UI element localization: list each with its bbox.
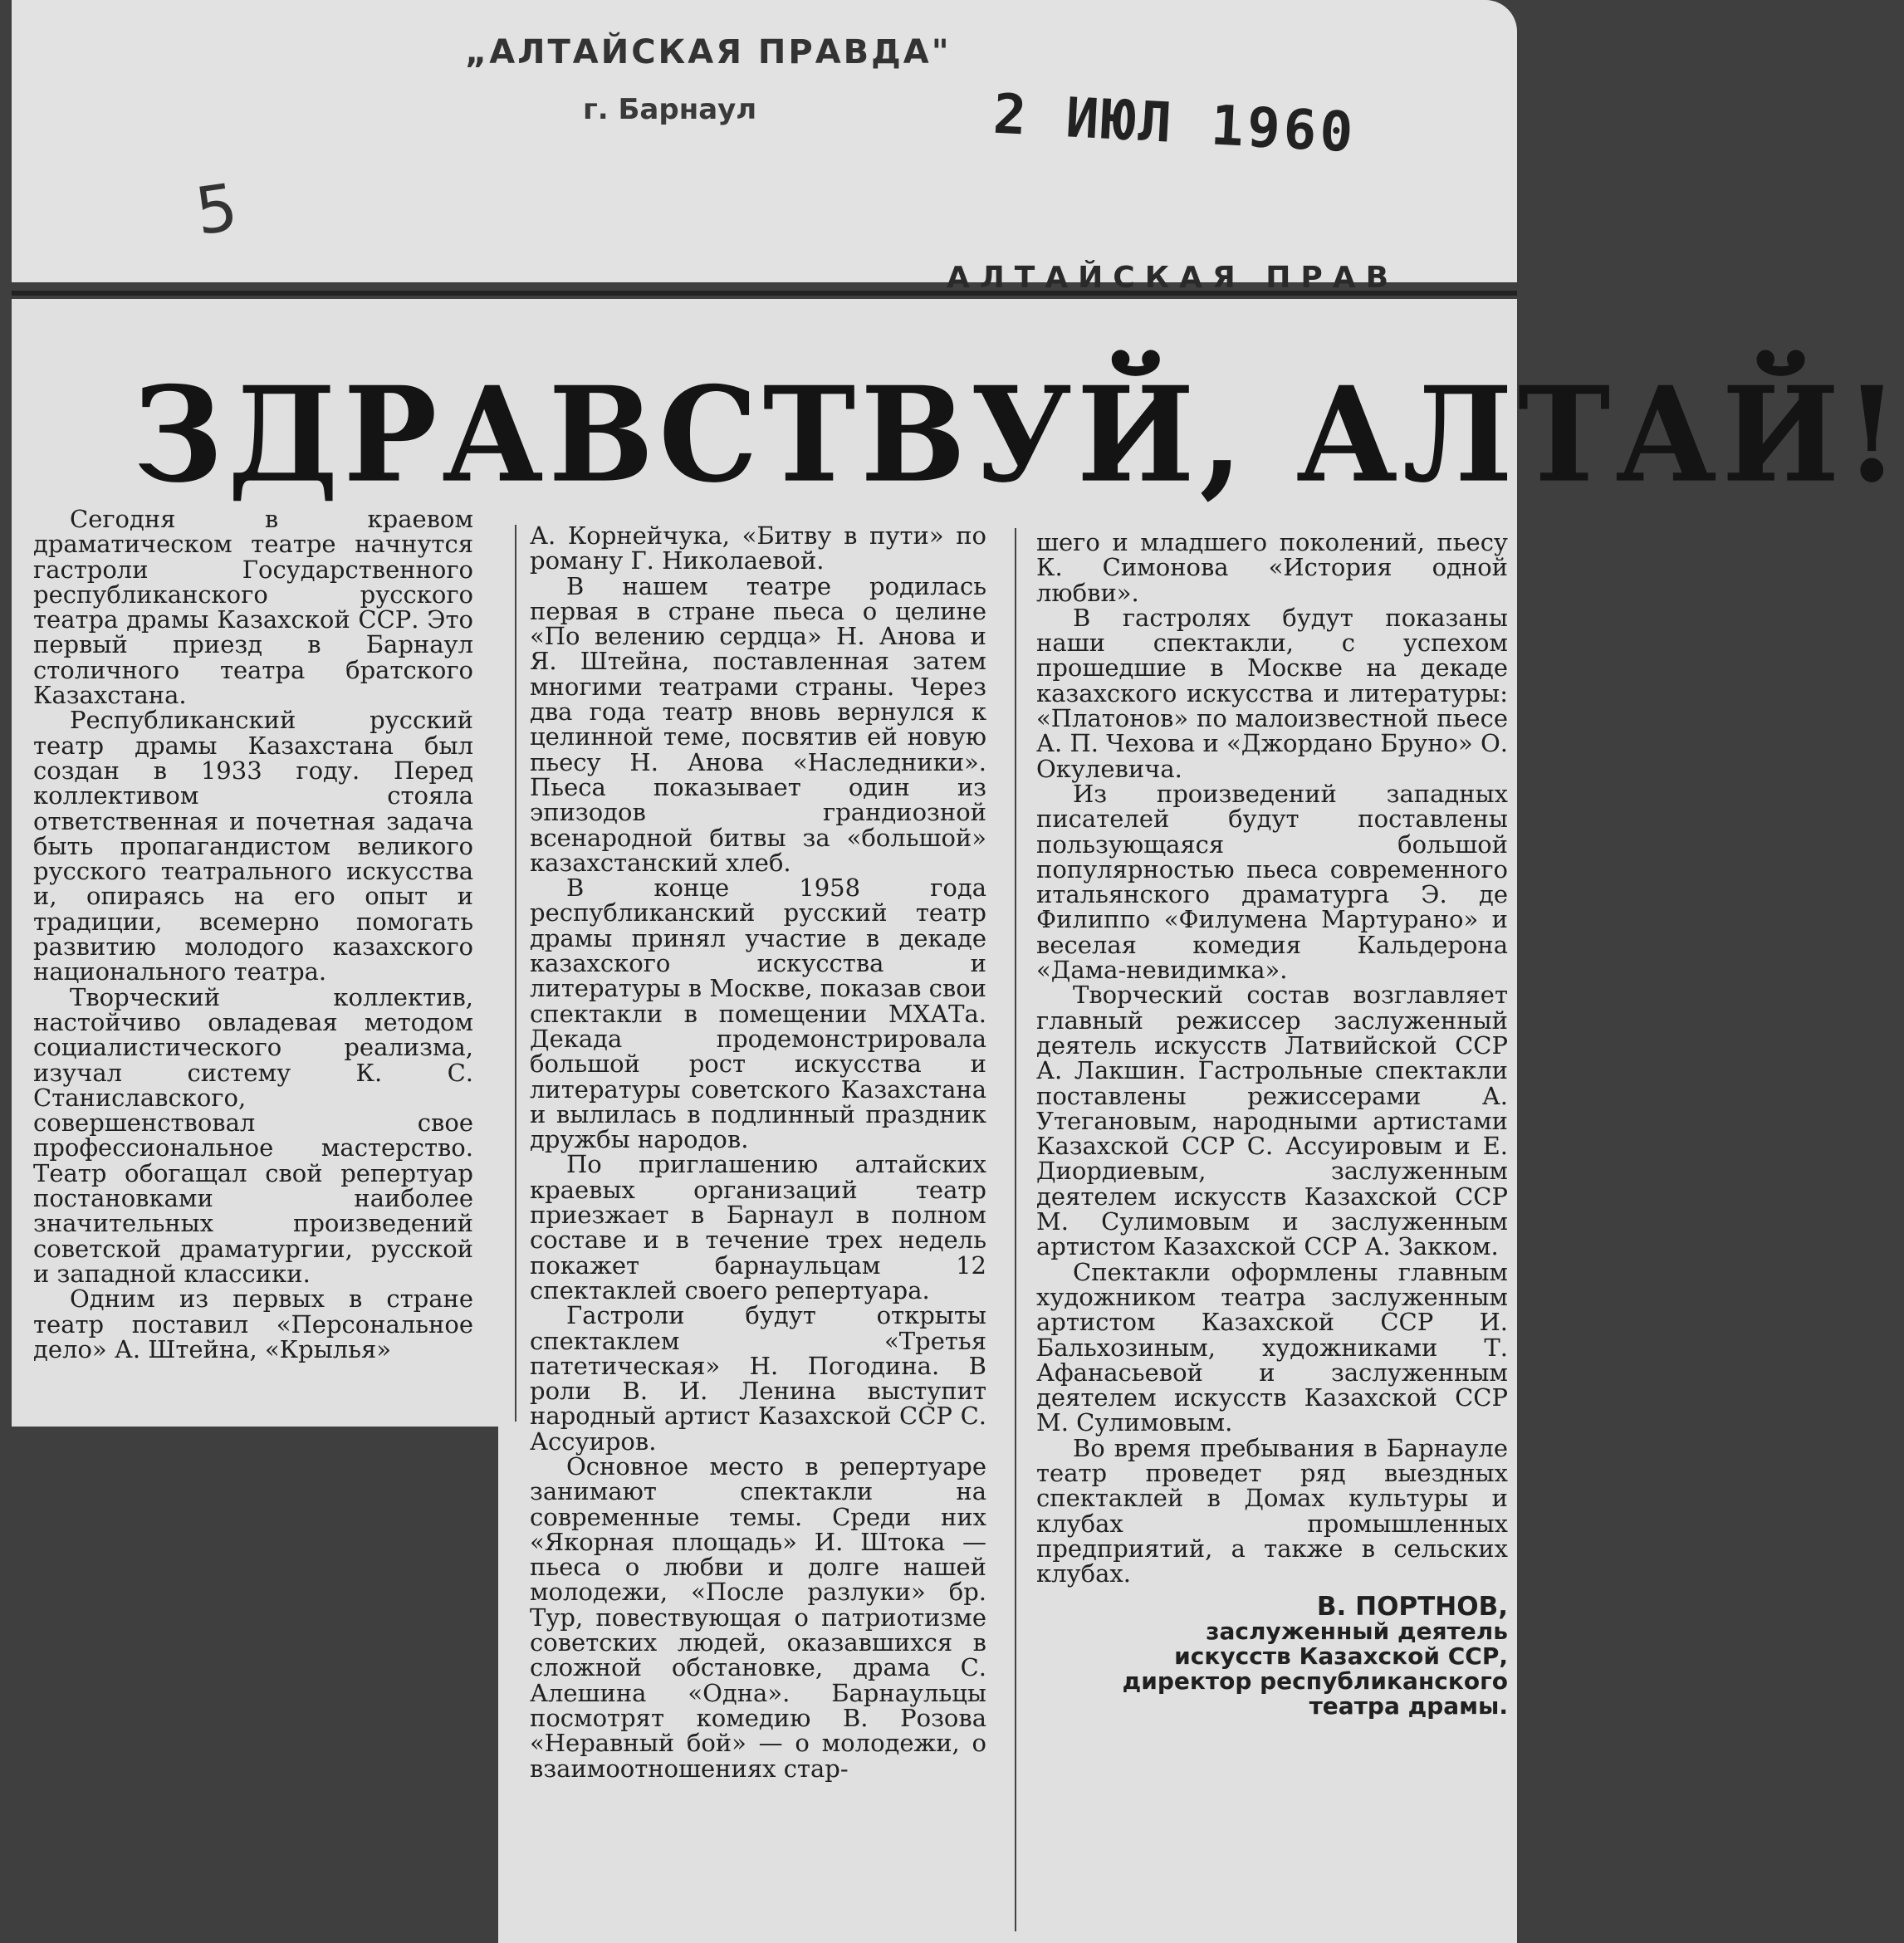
article-column-3 — [1036, 530, 1508, 1719]
paragraph: Из произведений западных писателей будут поставлены пользующаяся большой популярностью пьеса современного итальянского драматурга Э. де Филиппо «Филумена Мартурано» и веселая комедия Кальдерона «Дама-невидимка». — [1036, 779, 1508, 985]
paragraph: А. Корнейчука, «Битву в пути» по роману Г. Николаевой. — [530, 521, 986, 575]
article-headline: ЗДРАВСТВУЙ, АЛТАЙ! — [133, 358, 1904, 512]
paragraph: Спектакли оформлены главным художником театра заслуженным артистом Казахской ССР И. Бальхозиным, художниками Т. Афанасьевой и заслуженным деятелем искусств Казахской ССР М. Сулимовым. — [1036, 1257, 1508, 1437]
paragraph: Основное место в репертуаре занимают спектакли на современные темы. Среди них «Якорная площадь» И. Штока — пьеса о любви и долге нашей молодежи, «После разлуки» бр. Тур, повествующая о патриотизме советских людей, оказавшихся в сложной обстановке, драма С. Алешина «Одна». Барнаульцы посмотрят комедию В. Розова «Неравный бой» — о молодежи, о взаимоотношениях стар- — [530, 1451, 986, 1783]
paragraph: По приглашению алтайских краевых организаций театр приезжает в Барнаул в полном составе и в течение трех недель покажет барнаульцам 12 спектаклей своего репертуара. — [530, 1150, 986, 1304]
paragraph: шего и младшего поколений, пьесу К. Симонова «История одной любви». — [1036, 528, 1508, 607]
paragraph: Во время пребывания в Барнауле театр проведет ряд выездных спектаклей в Домах культуры и клубах промышленных предприятий, а также в сельских клубах. — [1036, 1433, 1508, 1588]
author-title-line: искусств Казахской ССР, — [1174, 1642, 1508, 1671]
paragraph: В конце 1958 года республиканский русский театр драмы принял участие в декаде казахского искусства и литературы в Москве, показав свои спектакли в помещении МХАТа. Декада продемонстрировала большой рост искусства и литературы советского Казахстана и вылилась в подлинный праздник дружбы народов. — [530, 874, 986, 1154]
running-head: АЛТАЙСКАЯ ПРАВ — [947, 261, 1399, 295]
article-column-2 — [530, 523, 986, 1781]
label-city: г. Барнаул — [583, 93, 757, 126]
paragraph: В нашем театре родилась первая в стране пьеса о целине «По велению сердца» Н. Анова и Я. Штейна, поставленная затем многими театрами страны. Через два года театр вновь вернулся к целинной теме, посвятив ей новую пьесу Н. Анова «Наследники». Пьеса показывает один из эпизодов грандиозной всенародной битвы за «большой» казахстанский хлеб. — [530, 571, 986, 877]
article-column-1 — [33, 507, 473, 1362]
author-name: В. ПОРТНОВ, — [1316, 1592, 1508, 1622]
paragraph: В гастролях будут показаны наши спектакли, с успехом прошедшие в Москве на декаде казахского искусства и литературы: «Платонов» по малоизвестной пьесе А. П. Чехова и «Джордано Бруно» О. Окулевича. — [1036, 603, 1508, 783]
author-title-line: директор республиканского — [1122, 1667, 1508, 1696]
column-rule — [1015, 528, 1016, 1931]
author-title-line: театра драмы. — [1309, 1692, 1508, 1720]
handwritten-number: 5 — [190, 169, 242, 251]
author-title-line: заслуженный деятель — [1206, 1618, 1508, 1646]
author-signature — [1036, 1594, 1508, 1719]
paragraph: Творческий состав возглавляет главный режиссер заслуженный деятель искусств Латвийской ССР А. Лакшин. Гастрольные спектакли поставлены режиссерами А. Утегановым, народными артистами Казахской ССР С. Ассуировым и Е. Диордиевым, заслуженным деятелем искусств Казахской ССР М. Сулимовым и заслуженным артистом Казахской ССР А. Закком. — [1036, 981, 1508, 1261]
paragraph: Республиканский русский театр драмы Казахстана был создан в 1933 году. Перед коллективом стояла ответственная и почетная задача быть пропагандистом великого русского театрального искусства и, опираясь на его опыт и традиции, всемерно помогать развитию молодого казахского национального театра. — [33, 706, 473, 986]
paragraph: Одним из первых в стране театр поставил «Персональное дело» А. Штейна, «Крылья» — [33, 1285, 473, 1363]
paragraph: Сегодня в краевом драматическом театре начнутся гастроли Государственного республиканского русского театра драмы Казахской ССР. Это первый приезд в Барнаул столичного театра братского Казахстана. — [33, 505, 473, 710]
paragraph: Творческий коллектив, настойчиво овладевая методом социалистического реализма, изучал систему К. С. Станиславского, совершенствовал свое профессиональное мастерство. Театр обогащал свой репертуар постановками наиболее значительных произведений советской драматургии, русской и западной классики. — [33, 982, 473, 1288]
label-newspaper-name: „АЛТАЙСКАЯ ПРАВДА" — [465, 33, 952, 71]
paragraph: Гастроли будут открыты спектаклем «Третья патетическая» Н. Погодина. В роли В. И. Ленина выступит народный артист Казахской ССР С. Ассуиров. — [530, 1301, 986, 1456]
date-stamp: 2 ИЮЛ 1960 — [991, 81, 1358, 165]
column-rule — [515, 525, 516, 1422]
